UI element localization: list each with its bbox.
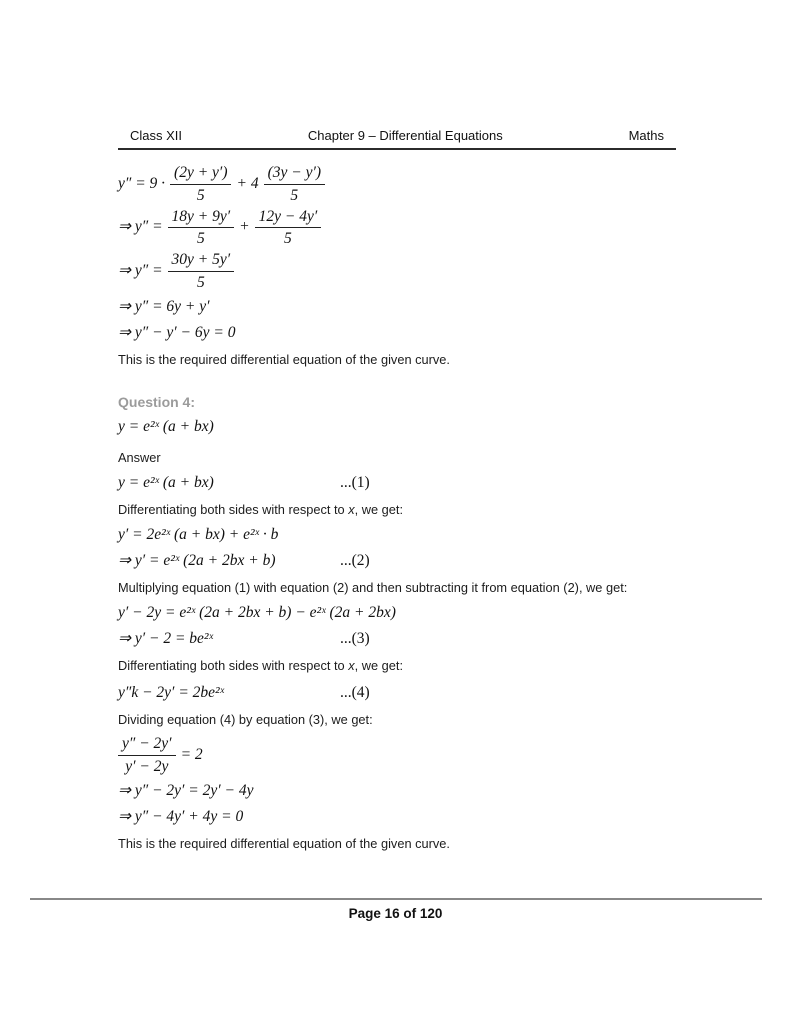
- header-subject-label: Maths: [628, 128, 664, 143]
- equation-line: [118, 163, 676, 205]
- fraction-numerator: (3y − y′): [264, 163, 325, 185]
- paragraph: Multiplying equation (1) with equation (2) and then subtracting it from equation (2), we get:: [118, 579, 628, 595]
- equation-text: y″k − 2y′ = 2be²ˣ: [118, 683, 225, 701]
- equation-text: ⇒ y′ = e²ˣ (2a + 2bx + b): [118, 551, 276, 569]
- equation-line: [118, 602, 676, 624]
- header-class-label: Class XII: [130, 128, 183, 143]
- page-header: [118, 128, 676, 150]
- equation-text: ⇒ y″ =: [118, 218, 163, 236]
- fraction: [170, 163, 231, 205]
- variable-x: x: [348, 657, 355, 673]
- fraction-denominator: 5: [284, 230, 292, 248]
- equation-line: [118, 550, 676, 572]
- paragraph-text: , we get:: [354, 501, 404, 517]
- equation-line: [118, 682, 676, 704]
- fraction-denominator: 5: [290, 186, 299, 204]
- equation-line: [118, 296, 676, 318]
- fraction-numerator: 12y − 4y′: [255, 207, 322, 229]
- equation-line: [118, 416, 676, 438]
- equation-text: y = e²ˣ (a + bx): [118, 417, 214, 435]
- paragraph-text: , we get:: [354, 657, 404, 673]
- equation-line: [118, 734, 676, 776]
- fraction-denominator: 5: [196, 230, 205, 248]
- page-number-label: Page 16 of 120: [348, 906, 443, 921]
- equation-text: y′ = 2e²ˣ (a + bx) + e²ˣ · b: [118, 525, 279, 543]
- paragraph: Dividing equation (4) by equation (3), we get:: [118, 711, 373, 727]
- page-footer: [0, 906, 791, 921]
- fraction-denominator: 5: [196, 274, 205, 292]
- fraction-denominator: y′ − 2y: [125, 757, 169, 775]
- equation-number: ...(4): [340, 683, 370, 701]
- fraction-numerator: 18y + 9y′: [168, 207, 235, 229]
- fraction: [118, 734, 176, 776]
- fraction: [264, 163, 325, 205]
- conclusion-text: This is the required differential equation of the given curve.: [118, 351, 450, 367]
- equation-number: ...(2): [340, 551, 370, 569]
- equation-text: y = e²ˣ (a + bx): [118, 473, 214, 491]
- equation-number: ...(3): [340, 629, 370, 647]
- fraction: [168, 207, 235, 249]
- fraction-numerator: y″ − 2y′: [118, 734, 176, 756]
- equation-line: [118, 780, 676, 802]
- equation-text: +: [239, 218, 250, 236]
- equation-text: ⇒ y″ − 2y′ = 2y′ − 4y: [118, 781, 254, 799]
- equation-line: [118, 207, 676, 249]
- equation-line: [118, 250, 676, 292]
- equation-text: ⇒ y″ = 6y + y′: [118, 297, 210, 315]
- conclusion-text: This is the required differential equation of the given curve.: [118, 835, 450, 851]
- page-content: [118, 161, 676, 854]
- paragraph: [118, 500, 676, 520]
- question-heading: Question 4:: [118, 393, 196, 410]
- fraction: [255, 207, 322, 249]
- equation-number: ...(1): [340, 473, 370, 491]
- header-chapter-title: Chapter 9 – Differential Equations: [307, 128, 503, 143]
- equation-text: y″ = 9 ·: [118, 174, 166, 192]
- fraction-numerator: 30y + 5y′: [168, 250, 235, 272]
- equation-text: ⇒ y″ − y′ − 6y = 0: [118, 323, 236, 341]
- fraction-numerator: (2y + y′): [170, 163, 231, 185]
- equation-text: ⇒ y″ − 4y′ + 4y = 0: [118, 807, 244, 825]
- variable-x: x: [348, 501, 355, 517]
- equation-line: [118, 806, 676, 828]
- answer-label: Answer: [118, 449, 161, 465]
- fraction: [168, 250, 235, 292]
- equation-line: [118, 524, 676, 546]
- equation-text: ⇒ y″ =: [118, 262, 163, 280]
- equation-line: [118, 628, 676, 650]
- equation-text: ⇒ y′ − 2 = be²ˣ: [118, 629, 213, 647]
- footer-rule: [30, 898, 762, 900]
- paragraph: [118, 656, 676, 676]
- equation-text: = 2: [180, 745, 203, 763]
- equation-text: + 4: [236, 174, 259, 192]
- paragraph-text: Differentiating both sides with respect to: [118, 501, 349, 517]
- equation-text: y′ − 2y = e²ˣ (2a + 2bx + b) − e²ˣ (2a + 2bx): [118, 603, 396, 621]
- fraction-denominator: 5: [196, 186, 205, 204]
- paragraph-text: Differentiating both sides with respect to: [118, 657, 349, 673]
- equation-line: [118, 322, 676, 344]
- equation-line: [118, 472, 676, 494]
